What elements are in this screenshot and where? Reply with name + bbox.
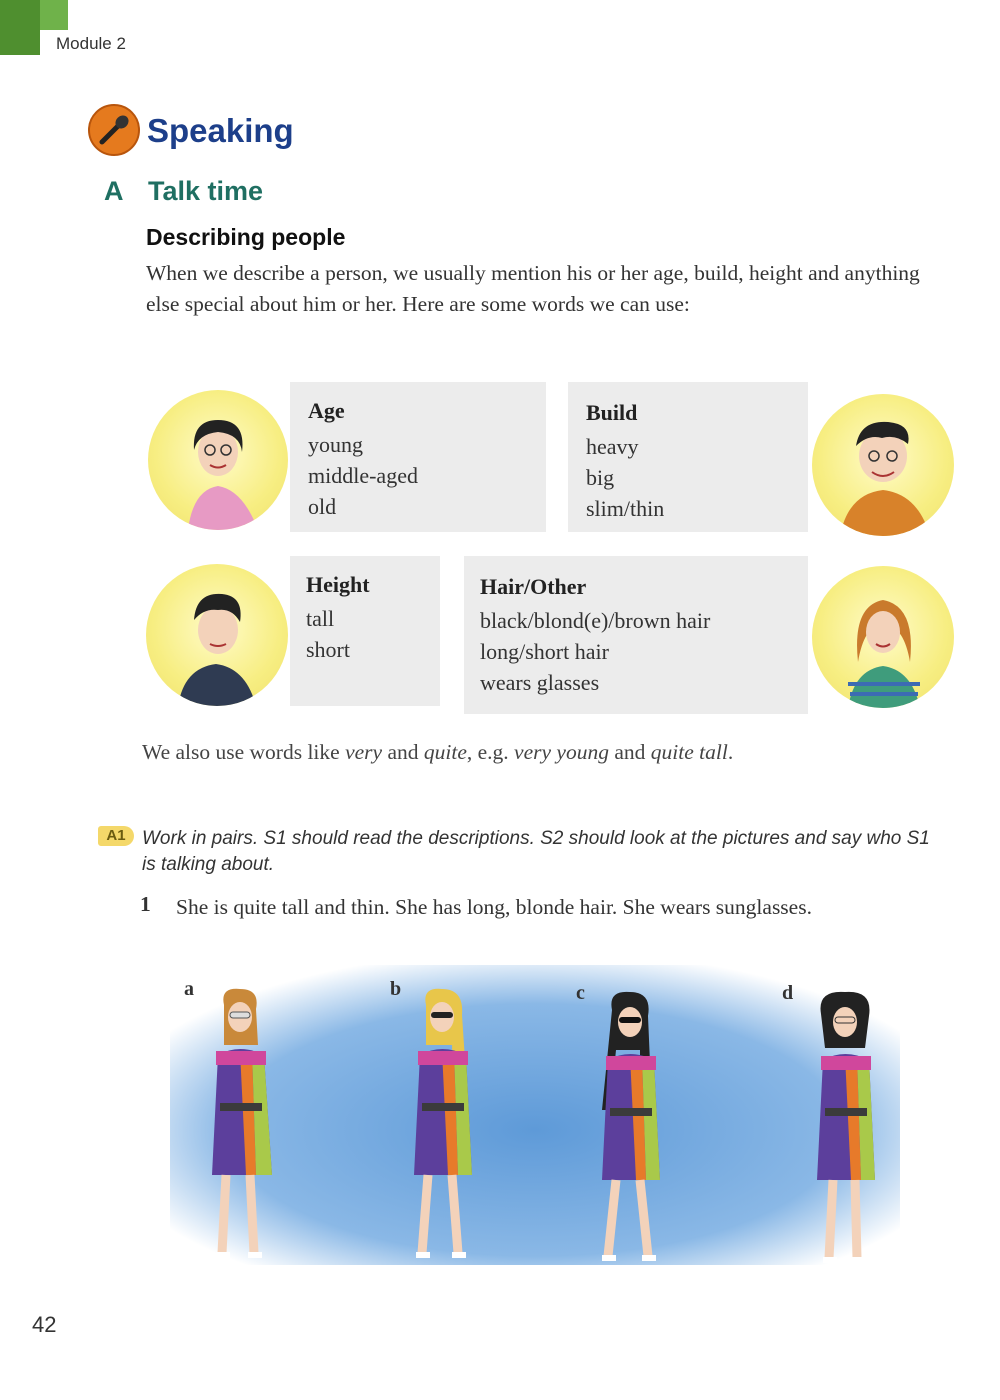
page-number: 42 <box>32 1312 57 1337</box>
build-word: heavy <box>586 434 639 459</box>
build-word: slim/thin <box>586 496 665 521</box>
section-title: Speaking <box>147 112 294 149</box>
activity-instruction: Work in pairs. S1 should read the descriptions. S2 should look at the pictures and say who S1 is talking about. <box>142 828 930 875</box>
height-title: Height <box>306 572 370 597</box>
question-number: 1 <box>140 892 151 916</box>
portrait-young-girl <box>812 566 954 708</box>
hair-word: wears glasses <box>480 670 600 695</box>
height-word: short <box>306 637 350 662</box>
picture-label-a: a <box>184 978 194 1000</box>
intro-paragraph: When we describe a person, we usually mention his or her age, build, height and anything else special about him or her. Here are some words we can use: <box>146 261 920 316</box>
question-text: She is quite tall and thin. She has long, blonde hair. She wears sunglasses. <box>176 895 812 919</box>
corner-tab-light <box>40 0 68 30</box>
age-word: middle-aged <box>308 463 418 488</box>
build-title: Build <box>586 400 638 425</box>
hair-word: long/short hair <box>480 639 609 664</box>
usage-note: We also use words like very and quite, e.g. very young and quite tall. <box>142 740 734 764</box>
microphone-icon <box>88 104 140 156</box>
activity-badge: A1 <box>98 826 134 846</box>
picture-label-b: b <box>390 978 402 1000</box>
figure-d <box>795 990 895 1280</box>
corner-tab-dark <box>0 0 40 55</box>
hair-title: Hair/Other <box>480 574 587 599</box>
figure-c <box>580 990 680 1280</box>
age-word: old <box>308 494 337 519</box>
picture-label-d: d <box>782 982 794 1004</box>
figure-a <box>190 985 290 1275</box>
age-title: Age <box>308 398 345 423</box>
picture-label-c: c <box>576 982 585 1004</box>
section-letter: A <box>104 176 124 206</box>
module-label: Module 2 <box>56 34 126 53</box>
portrait-middle-aged-woman <box>148 390 288 530</box>
portrait-short-woman <box>146 564 288 706</box>
hair-word: black/blond(e)/brown hair <box>480 608 711 633</box>
section-subtitle: Talk time <box>148 176 264 206</box>
build-word: big <box>586 465 615 490</box>
age-word: young <box>308 432 363 457</box>
describing-title: Describing people <box>146 224 346 250</box>
figure-b <box>392 985 492 1275</box>
height-word: tall <box>306 606 335 631</box>
portrait-heavy-man <box>812 394 954 536</box>
